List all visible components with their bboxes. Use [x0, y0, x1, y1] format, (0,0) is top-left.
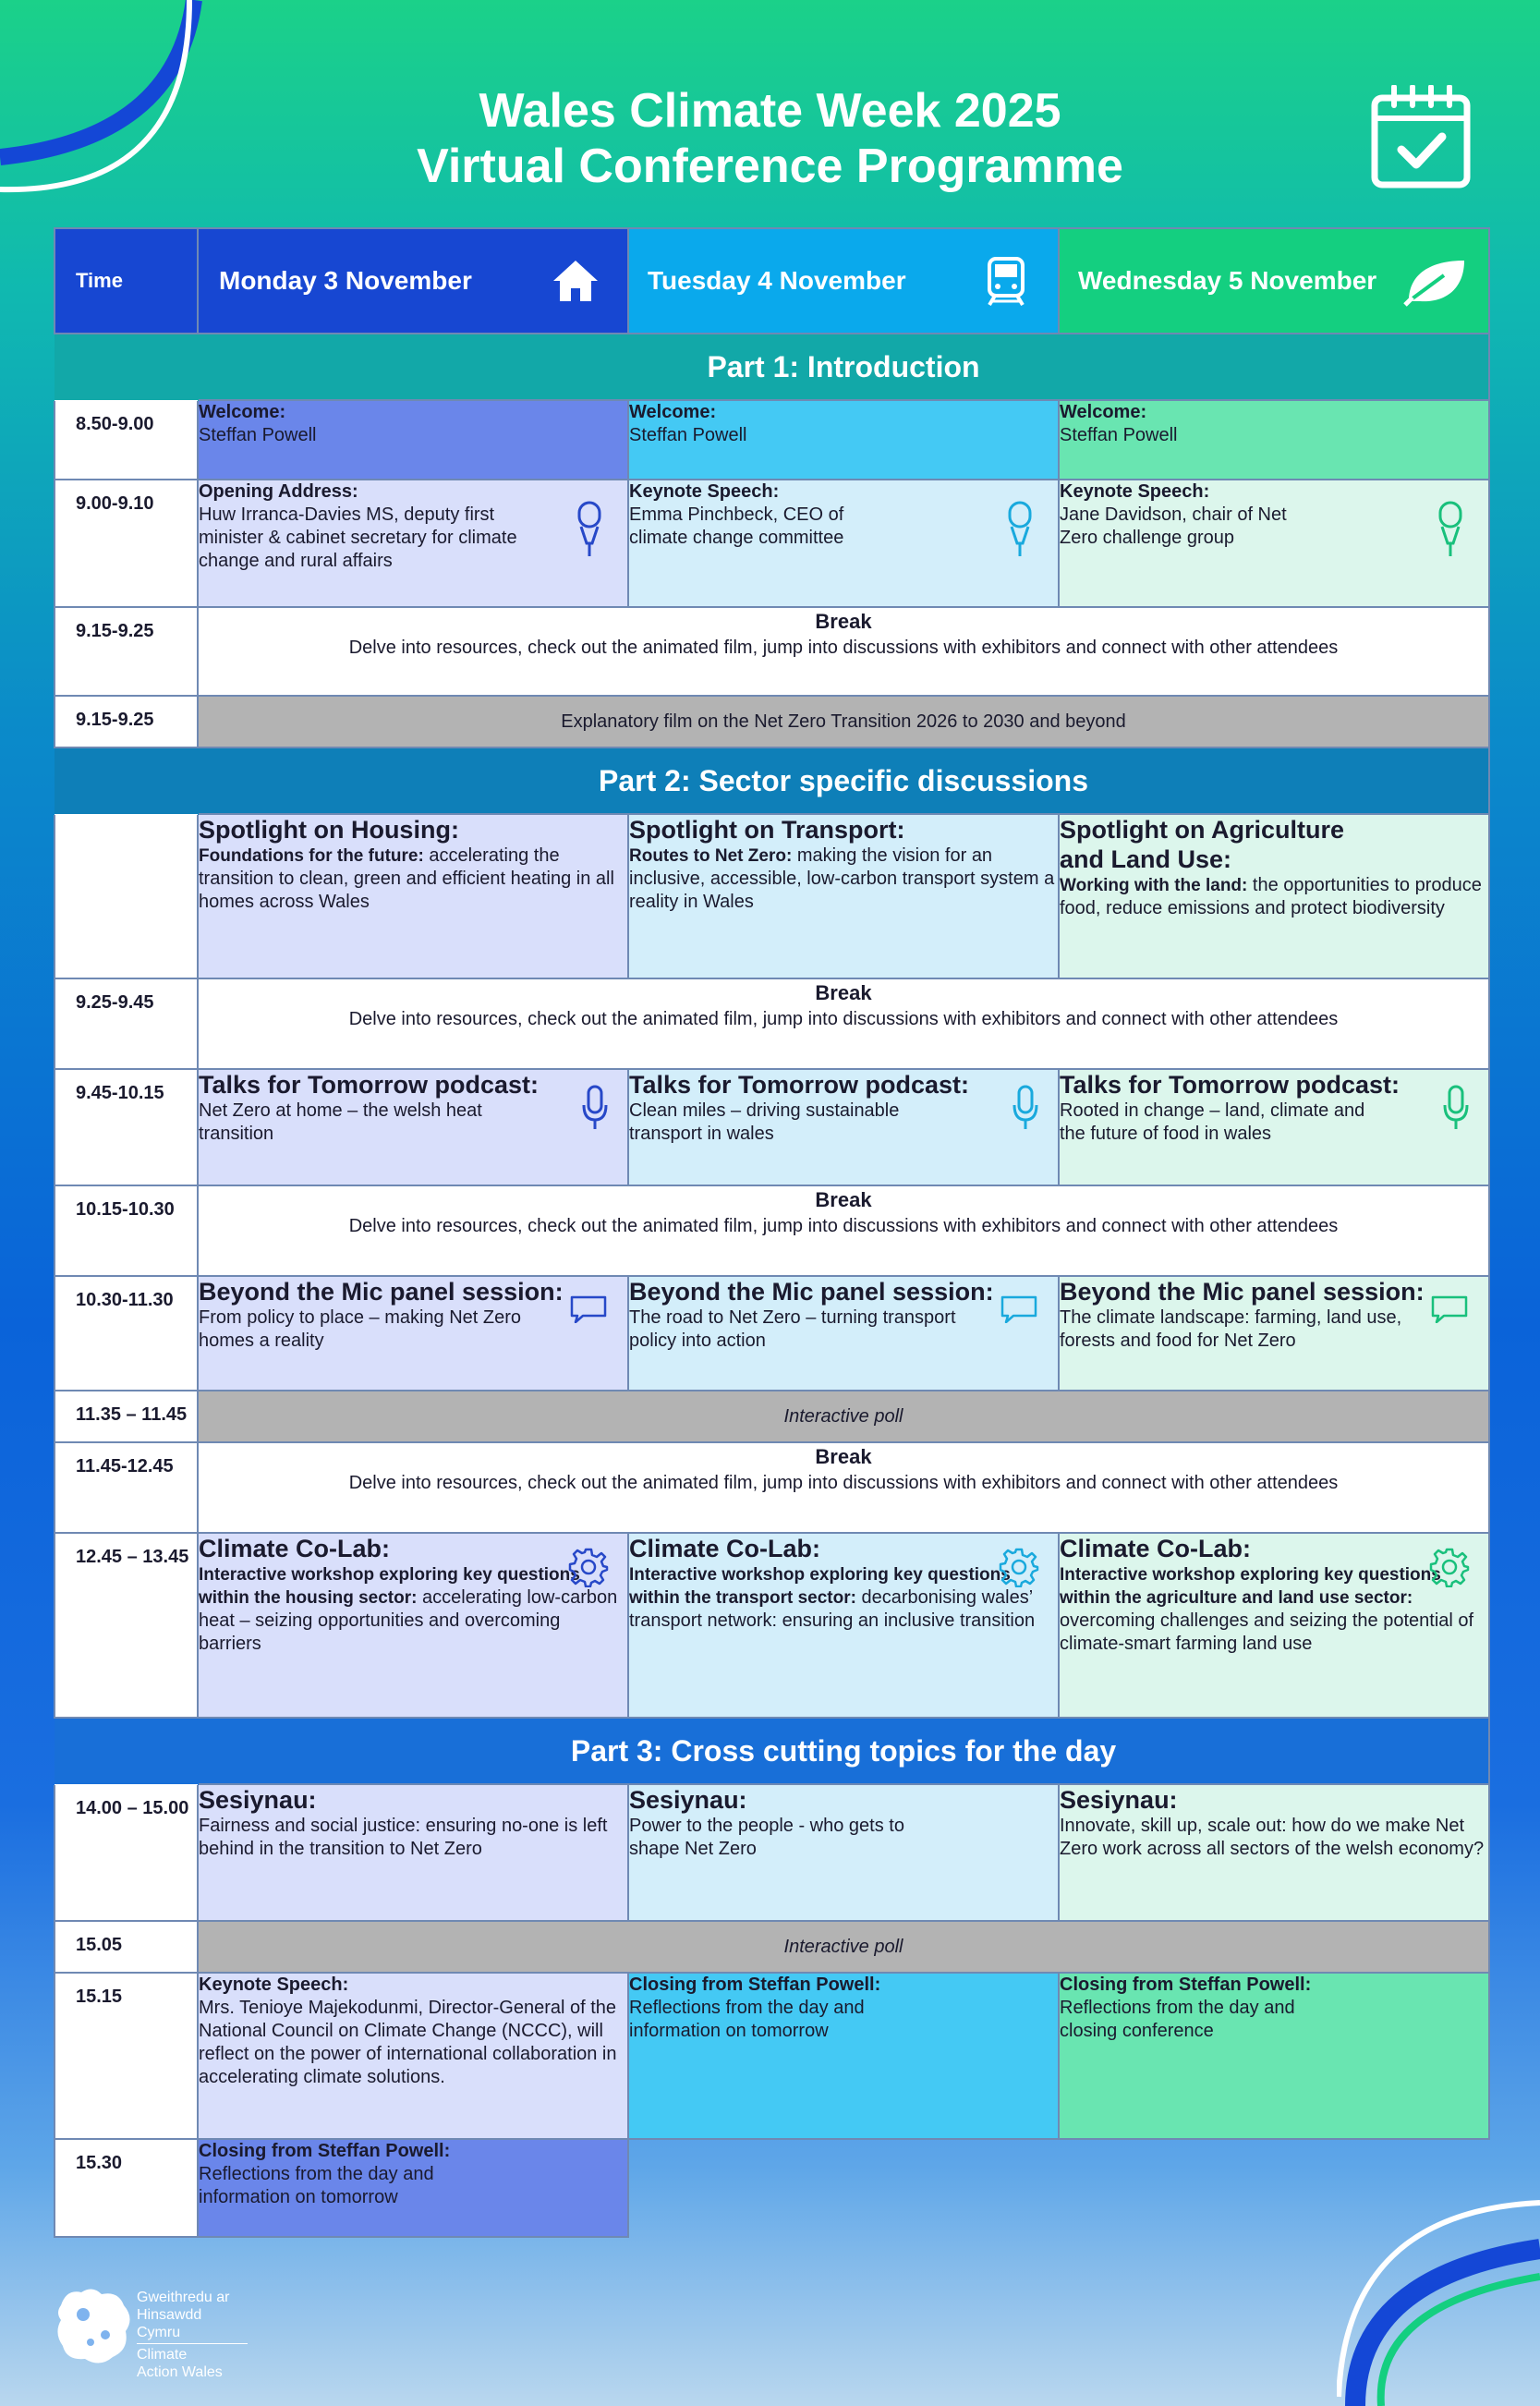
spotlight-text: making the vision for an inclusive, accessible, low-carbon transport system a reality in Wales	[629, 845, 1055, 912]
sesiynau-monday	[198, 1784, 628, 1921]
colab-subtitle: Interactive workshop exploring key questions within the transport sector:	[629, 1565, 1011, 1608]
speech-bubble-icon	[1431, 1295, 1468, 1323]
part-2-title: Part 2: Sector specific discussions	[198, 747, 1489, 814]
panel-row	[55, 1276, 1489, 1391]
spotlight-agriculture	[1059, 814, 1489, 978]
break-text: Delve into resources, check out the animated film, jump into discussions with exhibitors and connect with other attendees	[348, 1473, 1339, 1493]
session-text: Mrs. Tenioye Majekodunmi, Director-General of the National Council on Climate Change (NCCC), will reflect on the power of international collaboration in accelerating climate solutions.	[199, 1998, 617, 2087]
panel-monday	[198, 1276, 628, 1391]
session-label: Welcome:	[1060, 402, 1147, 422]
sesiynau-tuesday	[628, 1784, 1059, 1921]
poll-row-1	[55, 1391, 1489, 1442]
podcast-title: Talks for Tomorrow podcast:	[629, 1071, 970, 1099]
session-text: Steffan Powell	[629, 425, 747, 445]
sesiynau-title: Sesiynau:	[199, 1786, 317, 1814]
podcast-mic-icon	[1012, 1085, 1039, 1131]
microphone-icon	[1437, 501, 1464, 558]
opening-wednesday	[1059, 480, 1489, 607]
spotlight-title: Spotlight on Housing:	[199, 816, 459, 844]
session-text: Jane Davidson, chair of Net Zero challenge group	[1060, 504, 1287, 548]
colab-monday	[198, 1533, 628, 1718]
welcome-wednesday	[1059, 400, 1489, 480]
break-row-2	[55, 978, 1489, 1069]
panel-wednesday	[1059, 1276, 1489, 1391]
colab-subtitle: Interactive workshop exploring key questions within the agriculture and land use sector:	[1060, 1565, 1441, 1608]
session-label: Keynote Speech:	[629, 481, 780, 502]
session-label: Keynote Speech:	[1060, 481, 1210, 502]
sesiynau-title: Sesiynau:	[629, 1786, 747, 1814]
break-title: Break	[815, 610, 872, 633]
time-cell: 12.45 – 13.45	[55, 1533, 198, 1718]
panel-title: Beyond the Mic panel session:	[629, 1278, 994, 1306]
spotlight-subtitle: Routes to Net Zero:	[629, 846, 793, 866]
break-row-4	[55, 1442, 1489, 1533]
header-wednesday-label: Wednesday 5 November	[1078, 266, 1377, 295]
colab-row	[55, 1533, 1489, 1718]
opening-monday	[198, 480, 628, 607]
welcome-tuesday	[628, 400, 1059, 480]
time-cell: 9.15-9.25	[55, 696, 198, 747]
session-label: Closing from Steffan Powell:	[199, 2141, 451, 2161]
microphone-icon	[576, 501, 603, 558]
podcast-text: Net Zero at home – the welsh heat transition	[199, 1100, 482, 1144]
break-title: Break	[815, 1445, 872, 1468]
session-text: Reflections from the day and closing conference	[1060, 1998, 1295, 2041]
gear-icon	[568, 1547, 609, 1587]
closing-monday	[198, 2139, 628, 2237]
time-cell	[55, 814, 198, 978]
logo-welsh: Gweithredu ar Hinsawdd Cymru	[137, 2289, 248, 2344]
session-label: Closing from Steffan Powell:	[1060, 1975, 1312, 1995]
programme-table	[54, 227, 1490, 2238]
podcast-row	[55, 1069, 1489, 1185]
colab-title: Climate Co-Lab:	[629, 1535, 821, 1562]
podcast-text: Rooted in change – land, climate and the future of food in wales	[1060, 1100, 1365, 1144]
break-title: Break	[815, 1188, 872, 1211]
sesiynau-text: Innovate, skill up, scale out: how do we make Net Zero work across all sectors of the welsh economy?	[1060, 1816, 1485, 1859]
empty-cell	[628, 2139, 1059, 2237]
spotlight-subtitle: Working with the land:	[1060, 876, 1248, 895]
sesiynau-row	[55, 1784, 1489, 1921]
decorative-arc-bottom-right	[1337, 2166, 1540, 2406]
panel-text: From policy to place – making Net Zero homes a reality	[199, 1307, 522, 1351]
opening-tuesday	[628, 480, 1059, 607]
welcome-row	[55, 400, 1489, 480]
spotlight-text: accelerating the transition to clean, green and efficient heating in all homes across Wales	[199, 845, 614, 912]
spotlight-text: the opportunities to produce food, reduce emissions and protect biodiversity	[1060, 875, 1482, 918]
opening-row	[55, 480, 1489, 607]
colab-text: accelerating low-carbon heat – seizing opportunities and overcoming barriers	[199, 1587, 618, 1654]
header-tuesday	[628, 228, 1059, 334]
time-cell: 11.45-12.45	[55, 1442, 198, 1533]
microphone-icon	[1006, 501, 1034, 558]
session-text: Emma Pinchbeck, CEO of climate change committee	[629, 504, 844, 548]
sesiynau-text: Power to the people - who gets to shape Net Zero	[629, 1816, 904, 1859]
session-text: Steffan Powell	[199, 425, 317, 445]
podcast-text: Clean miles – driving sustainable transport in wales	[629, 1100, 900, 1144]
part-3-blank	[55, 1718, 198, 1784]
spotlight-row	[55, 814, 1489, 978]
leaf-icon	[1403, 255, 1468, 307]
speech-bubble-icon	[1000, 1295, 1037, 1323]
time-cell: 10.30-11.30	[55, 1276, 198, 1391]
session-label: Keynote Speech:	[199, 1975, 349, 1995]
house-icon	[550, 255, 601, 307]
colab-wednesday	[1059, 1533, 1489, 1718]
session-text: Reflections from the day and information on tomorrow	[199, 2164, 434, 2207]
session-label: Welcome:	[199, 402, 286, 422]
part-2-row	[55, 747, 1489, 814]
break-row-1	[55, 607, 1489, 696]
time-cell: 9.15-9.25	[55, 607, 198, 696]
time-cell: 9.45-10.15	[55, 1069, 198, 1185]
panel-text: The road to Net Zero – turning transport policy into action	[629, 1307, 956, 1351]
header-row	[55, 228, 1489, 334]
row-1515	[55, 1973, 1489, 2139]
part-1-blank	[55, 334, 198, 400]
break-cell	[198, 1185, 1489, 1276]
colab-text: overcoming challenges and seizing the potential of climate-smart farming land use	[1060, 1610, 1474, 1654]
time-cell: 8.50-9.00	[55, 400, 198, 480]
spotlight-housing	[198, 814, 628, 978]
break-text: Delve into resources, check out the animated film, jump into discussions with exhibitors and connect with other attendees	[348, 1009, 1339, 1029]
title-line-2: Virtual Conference Programme	[417, 140, 1123, 193]
time-cell: 15.30	[55, 2139, 198, 2237]
sesiynau-title: Sesiynau:	[1060, 1786, 1178, 1814]
colab-subtitle: Interactive workshop exploring key questions within the housing sector:	[199, 1565, 580, 1608]
title-line-1: Wales Climate Week 2025	[479, 84, 1061, 138]
session-label: Welcome:	[629, 402, 717, 422]
session-text: Huw Irranca-Davies MS, deputy first minister & cabinet secretary for climate change and rural affairs	[199, 504, 517, 571]
keynote-monday	[198, 1973, 628, 2139]
podcast-title: Talks for Tomorrow podcast:	[199, 1071, 540, 1099]
spotlight-title: Spotlight on Agriculture and Land Use:	[1060, 816, 1344, 873]
break-cell	[198, 607, 1489, 696]
page-title	[0, 83, 1540, 194]
time-cell: 11.35 – 11.45	[55, 1391, 198, 1442]
sesiynau-text: Fairness and social justice: ensuring no-one is left behind in the transition to Net Zero	[199, 1816, 608, 1859]
time-cell: 15.05	[55, 1921, 198, 1973]
colab-tuesday	[628, 1533, 1059, 1718]
podcast-title: Talks for Tomorrow podcast:	[1060, 1071, 1401, 1099]
break-row-3	[55, 1185, 1489, 1276]
poll-row-2	[55, 1921, 1489, 1973]
break-cell	[198, 1442, 1489, 1533]
row-1530	[55, 2139, 1489, 2237]
panel-text: The climate landscape: farming, land use, forests and food for Net Zero	[1060, 1307, 1402, 1351]
colab-title: Climate Co-Lab:	[199, 1535, 391, 1562]
poll-cell: Interactive poll	[198, 1391, 1489, 1442]
poll-cell: Interactive poll	[198, 1921, 1489, 1973]
film-cell: Explanatory film on the Net Zero Transition 2026 to 2030 and beyond	[198, 696, 1489, 747]
spotlight-title: Spotlight on Transport:	[629, 816, 905, 844]
panel-title: Beyond the Mic panel session:	[199, 1278, 564, 1306]
header-time: Time	[55, 228, 198, 334]
time-cell: 15.15	[55, 1973, 198, 2139]
podcast-monday	[198, 1069, 628, 1185]
gear-icon	[999, 1547, 1039, 1587]
spotlight-subtitle: Foundations for the future:	[199, 846, 424, 866]
spotlight-transport	[628, 814, 1059, 978]
part-1-title: Part 1: Introduction	[198, 334, 1489, 400]
panel-tuesday	[628, 1276, 1059, 1391]
podcast-wednesday	[1059, 1069, 1489, 1185]
header-monday-label: Monday 3 November	[219, 266, 472, 295]
sesiynau-wednesday	[1059, 1784, 1489, 1921]
calendar-check-icon	[1370, 85, 1472, 188]
session-text: Steffan Powell	[1060, 425, 1178, 445]
header-tuesday-label: Tuesday 4 November	[648, 266, 906, 295]
logo-text	[137, 2289, 248, 2381]
break-title: Break	[815, 981, 872, 1004]
part-3-row	[55, 1718, 1489, 1784]
header-monday	[198, 228, 628, 334]
time-cell: 14.00 – 15.00	[55, 1784, 198, 1921]
break-text: Delve into resources, check out the animated film, jump into discussions with exhibitors and connect with other attendees	[348, 638, 1339, 658]
part-3-title: Part 3: Cross cutting topics for the day	[198, 1718, 1489, 1784]
colab-text: decarbonising wales’ transport network: ensuring an inclusive transition	[629, 1587, 1036, 1631]
closing-tuesday	[628, 1973, 1059, 2139]
panel-title: Beyond the Mic panel session:	[1060, 1278, 1425, 1306]
session-text: Reflections from the day and information on tomorrow	[629, 1998, 865, 2041]
welcome-monday	[198, 400, 628, 480]
train-icon	[980, 255, 1032, 307]
time-cell: 9.00-9.10	[55, 480, 198, 607]
colab-title: Climate Co-Lab:	[1060, 1535, 1252, 1562]
gear-icon	[1429, 1547, 1470, 1587]
logo-english: Climate Action Wales	[137, 2347, 223, 2380]
part-1-row	[55, 334, 1489, 400]
podcast-mic-icon	[1442, 1085, 1470, 1131]
break-cell	[198, 978, 1489, 1069]
film-row	[55, 696, 1489, 747]
part-2-blank	[55, 747, 198, 814]
podcast-mic-icon	[581, 1085, 609, 1131]
closing-wednesday	[1059, 1973, 1489, 2139]
time-cell: 9.25-9.45	[55, 978, 198, 1069]
time-cell: 10.15-10.30	[55, 1185, 198, 1276]
session-label: Opening Address:	[199, 481, 358, 502]
break-text: Delve into resources, check out the animated film, jump into discussions with exhibitors and connect with other attendees	[348, 1216, 1339, 1236]
podcast-tuesday	[628, 1069, 1059, 1185]
session-label: Closing from Steffan Powell:	[629, 1975, 881, 1995]
speech-bubble-icon	[570, 1295, 607, 1323]
header-wednesday	[1059, 228, 1489, 334]
